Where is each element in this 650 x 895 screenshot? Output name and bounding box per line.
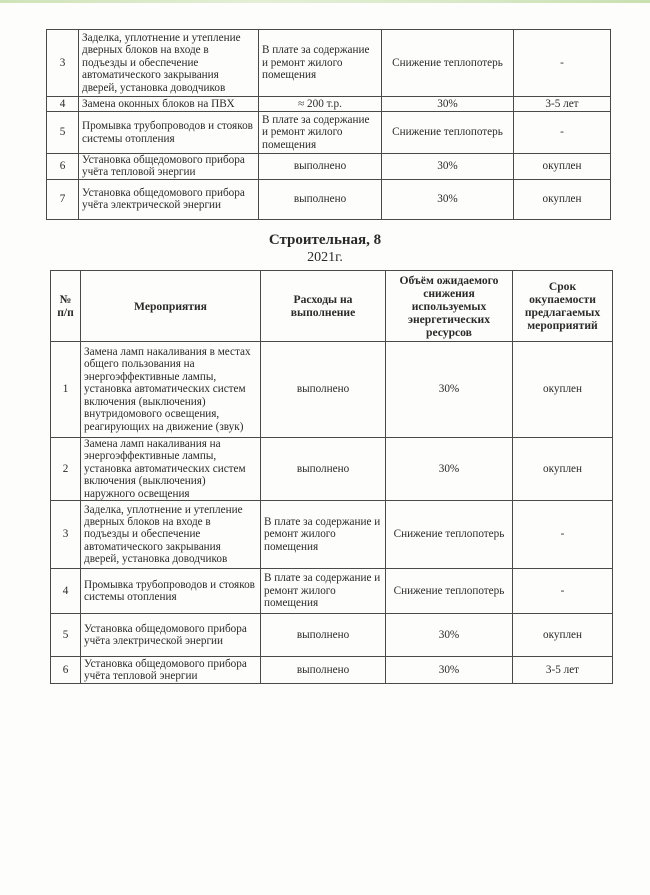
cost-cell: выполнено — [261, 657, 386, 684]
table-row — [51, 657, 613, 684]
cost-cell: выполнено — [261, 614, 386, 657]
reduction-cell: 30% — [382, 154, 514, 180]
table-row — [51, 501, 613, 569]
reduction-cell: 30% — [386, 342, 513, 438]
table-row — [51, 569, 613, 614]
reduction-cell: Снижение теплопотерь — [386, 569, 513, 614]
section-year: 2021г. — [307, 250, 343, 265]
row-number: 6 — [51, 657, 81, 684]
payback-cell: окуплен — [514, 154, 611, 180]
measure-cell: Заделка, уплотнение и утепление дверных блоков на входе в подъезды и обеспечение автоматического закрывания дверей, установка доводчиков — [79, 30, 259, 97]
row-number: 3 — [47, 30, 79, 97]
table-row — [47, 112, 611, 154]
row-number: 1 — [51, 342, 81, 438]
payback-cell: - — [514, 30, 611, 97]
reduction-cell: Снижение теплопотерь — [382, 30, 514, 97]
cost-cell: выполнено — [261, 342, 386, 438]
measure-cell: Замена ламп накаливания на энергоэффективные лампы, установка автоматических систем включения (выключения) наружного освещения — [81, 438, 261, 501]
reduction-cell: 30% — [382, 179, 514, 219]
cost-cell: В плате за содержание и ремонт жилого помещения — [261, 501, 386, 569]
reduction-cell: 30% — [386, 438, 513, 501]
reduction-cell: 30% — [382, 97, 514, 112]
section-title: Строительная, 8 — [268, 232, 382, 248]
payback-cell: окуплен — [513, 614, 613, 657]
scan-edge-strip — [0, 0, 650, 3]
payback-cell: - — [513, 569, 613, 614]
row-number: 6 — [47, 154, 79, 180]
header-payback: Срок окупаемости предлагаемых мероприятий — [513, 271, 613, 342]
payback-cell: окуплен — [514, 179, 611, 219]
measure-cell: Промывка трубопроводов и стояков системы отопления — [81, 569, 261, 614]
measures-table — [50, 270, 613, 684]
payback-cell: - — [513, 501, 613, 569]
header-num: № п/п — [51, 271, 81, 342]
row-number: 4 — [51, 569, 81, 614]
reduction-cell: Снижение теплопотерь — [382, 112, 514, 154]
measure-cell: Установка общедомового прибора учёта тепловой энергии — [79, 154, 259, 180]
measure-cell: Замена оконных блоков на ПВХ — [79, 97, 259, 112]
cost-cell: выполнено — [261, 438, 386, 501]
row-number: 4 — [47, 97, 79, 112]
table-row — [51, 342, 613, 438]
table-row — [47, 154, 611, 180]
table-row — [51, 438, 613, 501]
cost-cell: выполнено — [259, 154, 382, 180]
row-number: 2 — [51, 438, 81, 501]
cost-cell: В плате за содержание и ремонт жилого помещения — [259, 30, 382, 97]
measure-cell: Заделка, уплотнение и утепление дверных блоков на входе в подъезды и обеспечение автоматического закрывания дверей, установка доводчиков — [81, 501, 261, 569]
header-reduction: Объём ожидаемого снижения используемых энергетических ресурсов — [386, 271, 513, 342]
header-measure: Мероприятия — [81, 271, 261, 342]
table-row — [51, 614, 613, 657]
measure-cell: Установка общедомового прибора учёта электрической энергии — [79, 179, 259, 219]
row-number: 5 — [51, 614, 81, 657]
measures-table-continued — [46, 29, 611, 220]
table-header-row — [51, 271, 613, 342]
cost-cell: выполнено — [259, 179, 382, 219]
table-row — [47, 97, 611, 112]
cost-cell: В плате за содержание и ремонт жилого помещения — [261, 569, 386, 614]
header-cost: Расходы на выполнение — [261, 271, 386, 342]
payback-cell: - — [514, 112, 611, 154]
reduction-cell: 30% — [386, 657, 513, 684]
cost-cell: ≈ 200 т.р. — [259, 97, 382, 112]
measure-cell: Замена ламп накаливания в местах общего пользования на энергоэффективные лампы, установка автоматических систем включения (выключения) внутридомового освещения, реагирующих на движение (звук) — [81, 342, 261, 438]
row-number: 5 — [47, 112, 79, 154]
cost-cell: В плате за содержание и ремонт жилого помещения — [259, 112, 382, 154]
payback-cell: 3-5 лет — [514, 97, 611, 112]
table-row — [47, 179, 611, 219]
payback-cell: окуплен — [513, 438, 613, 501]
row-number: 3 — [51, 501, 81, 569]
payback-cell: окуплен — [513, 342, 613, 438]
payback-cell: 3-5 лет — [513, 657, 613, 684]
reduction-cell: 30% — [386, 614, 513, 657]
table-row — [47, 30, 611, 97]
measure-cell: Установка общедомового прибора учёта электрической энергии — [81, 614, 261, 657]
measure-cell: Промывка трубопроводов и стояков системы отопления — [79, 112, 259, 154]
measure-cell: Установка общедомового прибора учёта тепловой энергии — [81, 657, 261, 684]
reduction-cell: Снижение теплопотерь — [386, 501, 513, 569]
row-number: 7 — [47, 179, 79, 219]
